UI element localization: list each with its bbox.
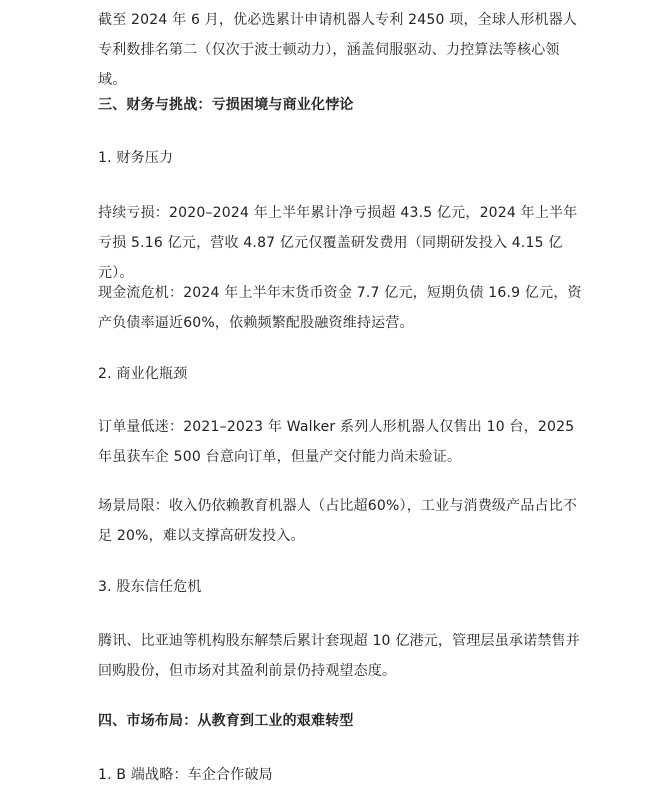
subheading-commercialization-bottleneck: 2. 商业化瓶颈 [98,366,188,382]
paragraph-scenario-limits: 场景局限：收入仍依赖教育机器人（占比超60%），工业与消费级产品占比不足 20%，难以支撑高研发投入。 [98,498,578,544]
paragraph-shareholder-cashout: 腾讯、比亚迪等机构股东解禁后累计套现超 10 亿港元，管理层虽承诺禁售并回购股份，但市场对其盈利前景仍持观望态度。 [98,633,580,679]
section-heading-market-layout: 四、市场布局：从教育到工业的艰难转型 [98,713,354,729]
paragraph-patents: 截至 2024 年 6 月，优必选累计申请机器人专利 2450 项，全球人形机器人专利数排名第二（仅次于波士顿动力），涵盖伺服驱动、力控算法等核心领域。 [98,12,578,88]
paragraph-cashflow-crisis: 现金流危机：2024 年上半年末货币资金 7.7 亿元，短期负债 16.9 亿元，资产负债率逼近60%，依赖频繁配股融资维持运营。 [98,285,582,331]
section-heading-finance-challenges: 三、财务与挑战：亏损困境与商业化悖论 [98,97,354,113]
subheading-financial-pressure: 1. 财务压力 [98,150,174,166]
subheading-b2b-strategy: 1. B 端战略：车企合作破局 [98,767,273,783]
subheading-shareholder-trust: 3. 股东信任危机 [98,579,202,595]
paragraph-low-orders: 订单量低迷：2021–2023 年 Walker 系列人形机器人仅售出 10 台，2025 年虽获车企 500 台意向订单，但量产交付能力尚未验证。 [98,419,575,465]
paragraph-continuous-losses: 持续亏损：2020–2024 年上半年累计净亏损超 43.5 亿元，2024 年上半年亏损 5.16 亿元，营收 4.87 亿元仅覆盖研发费用（同期研发投入 4.15 亿元）。 [98,205,578,281]
